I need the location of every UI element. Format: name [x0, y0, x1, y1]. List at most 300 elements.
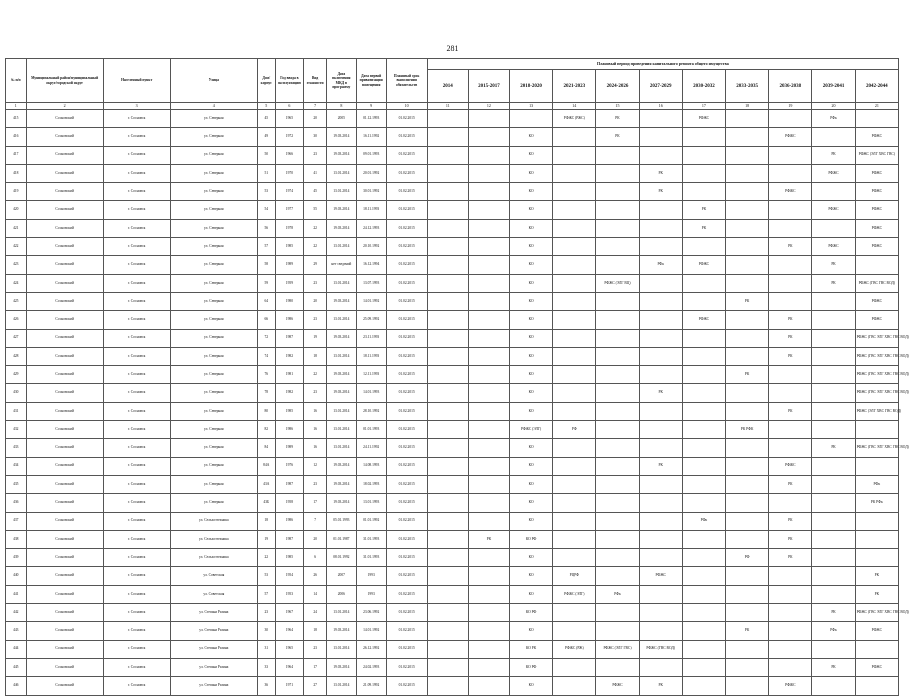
period-cell-2014	[427, 677, 468, 695]
header-date-first-privatization: Дата первой приватизации помещения	[356, 59, 386, 103]
period-cell-2027-2029	[639, 311, 682, 329]
settlement-cell: г. Сосновск	[103, 494, 170, 512]
period-cell-2033-2035	[726, 256, 769, 274]
table-row	[6, 347, 899, 365]
district-cell: Сосновский	[26, 256, 103, 274]
period-cell-2030-2032	[682, 658, 725, 676]
period-cell-2033-2035	[726, 658, 769, 676]
period-cell-2033-2035	[726, 238, 769, 256]
row-number: 435	[6, 475, 27, 493]
date-privatization-cell: 18.11.1993	[356, 201, 386, 219]
planned-term-cell: 01.02.2015	[386, 604, 427, 622]
header-no: № п/п	[6, 59, 27, 103]
period-cell-2021-2023: РФ	[553, 421, 596, 439]
period-cell-2042-2044	[855, 457, 898, 475]
planned-term-cell: 01.02.2015	[386, 457, 427, 475]
period-cell-2018-2020: КО	[510, 183, 553, 201]
floors-cell: 22	[304, 238, 327, 256]
period-cell-2033-2035	[726, 146, 769, 164]
period-cell-2033-2035	[726, 402, 769, 420]
date-included-cell: 13.01.2014	[326, 640, 356, 658]
settlement-cell: г. Сосновск	[103, 238, 170, 256]
table-row	[6, 530, 899, 548]
district-cell: Сосновский	[26, 475, 103, 493]
period-cell-2042-2044: РФЖС (ГВС ЭЛГ ХВС ГВС ВОД)	[855, 347, 898, 365]
period-cell-2036-2038	[769, 494, 812, 512]
period-cell-2018-2020: КО	[510, 292, 553, 310]
period-cell-2018-2020: КО	[510, 128, 553, 146]
planned-term-cell: 01.02.2015	[386, 329, 427, 347]
row-number: 430	[6, 384, 27, 402]
period-cell-2039-2041: РФЖС	[812, 238, 855, 256]
district-cell: Сосновский	[26, 311, 103, 329]
period-cell-2014	[427, 238, 468, 256]
year-built-cell: 1986	[275, 311, 304, 329]
period-cell-2030-2032: РФк	[682, 512, 725, 530]
period-cell-2024-2026: РК	[596, 128, 639, 146]
period-cell-2042-2044	[855, 640, 898, 658]
period-cell-2015-2017	[468, 512, 509, 530]
house-cell: 58	[258, 256, 275, 274]
period-cell-2021-2023: РФЖС (РЖ)	[553, 640, 596, 658]
row-number: 417	[6, 146, 27, 164]
street-cell: ул. Северная	[170, 256, 257, 274]
period-cell-2036-2038	[769, 146, 812, 164]
district-cell: Сосновский	[26, 439, 103, 457]
period-cell-2024-2026	[596, 512, 639, 530]
period-cell-2033-2035	[726, 128, 769, 146]
date-included-cell: 13.01.2014	[326, 183, 356, 201]
period-cell-2030-2032: РК	[682, 201, 725, 219]
period-cell-2015-2017	[468, 475, 509, 493]
period-cell-2030-2032	[682, 238, 725, 256]
period-cell-2036-2038: РК	[769, 549, 812, 567]
period-cell-2021-2023	[553, 292, 596, 310]
period-cell-2030-2032	[682, 164, 725, 182]
period-cell-2039-2041	[812, 530, 855, 548]
row-number: 437	[6, 512, 27, 530]
period-cell-2036-2038: РК	[769, 329, 812, 347]
period-cell-2039-2041: РК	[812, 274, 855, 292]
floors-cell: 19	[304, 329, 327, 347]
period-cell-2033-2035	[726, 347, 769, 365]
table-row	[6, 110, 899, 128]
floors-cell: 12	[304, 457, 327, 475]
settlement-cell: г. Сосновск	[103, 530, 170, 548]
period-cell-2039-2041: РК	[812, 658, 855, 676]
year-built-cell: 1971	[275, 677, 304, 695]
date-privatization-cell: 24.02.1993	[356, 658, 386, 676]
settlement-cell: г. Сосновск	[103, 475, 170, 493]
period-cell-2021-2023	[553, 238, 596, 256]
district-cell: Сосновский	[26, 384, 103, 402]
period-cell-2015-2017	[468, 347, 509, 365]
date-included-cell: 13.01.2014	[326, 677, 356, 695]
period-cell-2018-2020: КО	[510, 311, 553, 329]
street-cell: ул. Северная	[170, 128, 257, 146]
period-cell-2027-2029	[639, 128, 682, 146]
district-cell: Сосновский	[26, 640, 103, 658]
district-cell: Сосновский	[26, 604, 103, 622]
column-number: 21	[855, 103, 898, 110]
column-number: 15	[596, 103, 639, 110]
period-cell-2027-2029	[639, 622, 682, 640]
planned-term-cell: 01.02.2015	[386, 311, 427, 329]
street-cell: ул. Северная	[170, 384, 257, 402]
district-cell: Сосновский	[26, 366, 103, 384]
floors-cell: 23	[304, 384, 327, 402]
street-cell: ул. Степана Разина	[170, 677, 257, 695]
period-cell-2039-2041	[812, 128, 855, 146]
period-cell-2024-2026: РФЖС (ЭЛГ ГВС)	[596, 640, 639, 658]
house-cell: 30	[258, 622, 275, 640]
period-cell-2027-2029: РК	[639, 183, 682, 201]
period-cell-2027-2029	[639, 604, 682, 622]
period-cell-2027-2029	[639, 475, 682, 493]
date-included-cell: 19.03.2014	[326, 457, 356, 475]
date-included-cell: 08.01.1992	[326, 549, 356, 567]
period-cell-2036-2038	[769, 604, 812, 622]
planned-term-cell: 01.02.2015	[386, 164, 427, 182]
floors-cell: 23	[304, 146, 327, 164]
settlement-cell: г. Сосновск	[103, 128, 170, 146]
year-built-cell: 1987	[275, 530, 304, 548]
period-cell-2024-2026	[596, 146, 639, 164]
period-cell-2014	[427, 549, 468, 567]
period-cell-2042-2044: РФЖС	[855, 292, 898, 310]
planned-term-cell: 01.02.2015	[386, 640, 427, 658]
period-cell-2042-2044: РФЖС (ГВС ЭЛГ ХВС ГВС ВОД)	[855, 604, 898, 622]
period-cell-2033-2035	[726, 475, 769, 493]
period-cell-2033-2035	[726, 311, 769, 329]
row-number: 446	[6, 677, 27, 695]
planned-term-cell: 01.02.2015	[386, 256, 427, 274]
period-cell-2036-2038	[769, 201, 812, 219]
date-included-cell: 19.03.2014	[326, 146, 356, 164]
settlement-cell: г. Сосновск	[103, 421, 170, 439]
period-cell-2027-2029: РФк	[639, 256, 682, 274]
period-cell-2042-2044: РФЖС	[855, 164, 898, 182]
period-cell-2027-2029: РК	[639, 384, 682, 402]
street-cell: ул. Северная	[170, 439, 257, 457]
period-cell-2039-2041	[812, 585, 855, 603]
date-privatization-cell: 23.06.1992	[356, 604, 386, 622]
period-cell-2015-2017	[468, 585, 509, 603]
period-cell-2021-2023: РФЖС (ЭЛГ)	[553, 585, 596, 603]
settlement-cell: г. Сосновск	[103, 384, 170, 402]
period-cell-2042-2044	[855, 110, 898, 128]
period-cell-2018-2020: КО РФ	[510, 658, 553, 676]
street-cell: ул. Северная	[170, 311, 257, 329]
period-cell-2036-2038	[769, 622, 812, 640]
period-cell-2024-2026	[596, 402, 639, 420]
period-cell-2036-2038: РК	[769, 402, 812, 420]
table-row	[6, 256, 899, 274]
period-cell-2030-2032	[682, 677, 725, 695]
period-cell-2024-2026	[596, 457, 639, 475]
row-number: 416	[6, 128, 27, 146]
date-included-cell: 13.01.2014	[326, 421, 356, 439]
planned-term-cell: 01.02.2015	[386, 567, 427, 585]
period-cell-2042-2044: РФЖС (ГВС ЭЛГ ХВС ГВС ВОД)	[855, 439, 898, 457]
period-cell-2036-2038: РФЖС	[769, 457, 812, 475]
period-cell-2027-2029	[639, 402, 682, 420]
period-cell-2039-2041: РФЖС	[812, 201, 855, 219]
column-number: 4	[170, 103, 257, 110]
date-privatization-cell: 16.11.1992	[356, 128, 386, 146]
period-cell-2015-2017	[468, 384, 509, 402]
planned-term-cell: 01.02.2015	[386, 183, 427, 201]
period-cell-2033-2035	[726, 164, 769, 182]
period-cell-2036-2038	[769, 219, 812, 237]
date-privatization-cell: 09.01.1993	[356, 146, 386, 164]
table-row	[6, 274, 899, 292]
period-cell-2024-2026	[596, 549, 639, 567]
street-cell: ул. Северная	[170, 494, 257, 512]
period-cell-2030-2032	[682, 640, 725, 658]
period-cell-2036-2038: РК	[769, 311, 812, 329]
period-cell-2042-2044: РФЖС (ГВС ЭЛГ ХВС ГВС ВОД)	[855, 366, 898, 384]
row-number: 425	[6, 292, 27, 310]
planned-term-cell: 01.02.2015	[386, 201, 427, 219]
header-district: Муниципальный район/муниципальный округ/городской округ	[26, 59, 103, 103]
date-privatization-cell: 25.09.1992	[356, 311, 386, 329]
header-year-2036-2038: 2036-2038	[769, 70, 812, 103]
table-row	[6, 183, 899, 201]
street-cell: ул. Северная	[170, 292, 257, 310]
period-cell-2027-2029: РФЖС (ГВС ВОД)	[639, 640, 682, 658]
period-cell-2014	[427, 658, 468, 676]
period-cell-2036-2038	[769, 292, 812, 310]
period-cell-2033-2035	[726, 329, 769, 347]
period-cell-2042-2044: РК	[855, 585, 898, 603]
period-cell-2015-2017	[468, 110, 509, 128]
row-number: 421	[6, 219, 27, 237]
period-cell-2018-2020: КО	[510, 585, 553, 603]
period-cell-2024-2026: РФЖС (ЭЛГ ВЦ)	[596, 274, 639, 292]
period-cell-2030-2032	[682, 439, 725, 457]
period-cell-2024-2026	[596, 604, 639, 622]
column-number: 3	[103, 103, 170, 110]
year-built-cell: 1964	[275, 658, 304, 676]
period-cell-2027-2029	[639, 219, 682, 237]
period-cell-2039-2041	[812, 292, 855, 310]
period-cell-2042-2044: РФЖС	[855, 219, 898, 237]
floors-cell: 24	[304, 604, 327, 622]
period-cell-2014	[427, 622, 468, 640]
period-cell-2024-2026	[596, 494, 639, 512]
period-cell-2018-2020: КО	[510, 347, 553, 365]
house-cell: 45	[258, 110, 275, 128]
period-cell-2015-2017	[468, 366, 509, 384]
period-cell-2033-2035: РК РФК	[726, 421, 769, 439]
period-cell-2030-2032	[682, 421, 725, 439]
period-cell-2042-2044: РФЖС (ЭЛГ ХВС ГВС ВОД)	[855, 402, 898, 420]
period-cell-2030-2032	[682, 128, 725, 146]
street-cell: ул. Сельхозтехника	[170, 530, 257, 548]
settlement-cell: г. Сосновск	[103, 622, 170, 640]
floors-cell: 30	[304, 128, 327, 146]
settlement-cell: г. Сосновск	[103, 512, 170, 530]
row-number: 433	[6, 439, 27, 457]
header-year-2033-2035: 2033-2035	[726, 70, 769, 103]
year-built-cell: 1985	[275, 549, 304, 567]
period-cell-2030-2032	[682, 274, 725, 292]
street-cell: ул. Степана Разина	[170, 604, 257, 622]
period-cell-2033-2035	[726, 183, 769, 201]
period-cell-2036-2038: РК	[769, 347, 812, 365]
period-cell-2027-2029: РК	[639, 164, 682, 182]
column-number: 7	[304, 103, 327, 110]
house-cell: 18	[258, 512, 275, 530]
period-cell-2027-2029	[639, 658, 682, 676]
period-cell-2042-2044: РФЖС	[855, 311, 898, 329]
floors-cell: 20	[304, 110, 327, 128]
period-cell-2030-2032	[682, 347, 725, 365]
period-cell-2030-2032	[682, 384, 725, 402]
district-cell: Сосновский	[26, 567, 103, 585]
table-row	[6, 146, 899, 164]
period-cell-2033-2035	[726, 530, 769, 548]
planned-term-cell: 01.02.2015	[386, 439, 427, 457]
planned-term-cell: 01.02.2015	[386, 384, 427, 402]
period-cell-2036-2038: РФЖС	[769, 677, 812, 695]
period-cell-2024-2026	[596, 622, 639, 640]
floors-cell: 23	[304, 274, 327, 292]
table-row	[6, 384, 899, 402]
date-privatization-cell: 24.11.1992	[356, 439, 386, 457]
settlement-cell: г. Сосновск	[103, 219, 170, 237]
period-cell-2018-2020	[510, 110, 553, 128]
planned-term-cell: 01.02.2015	[386, 585, 427, 603]
period-cell-2039-2041	[812, 567, 855, 585]
period-cell-2030-2032: РФЖС	[682, 256, 725, 274]
header-year-2030-2032: 2030-2032	[682, 70, 725, 103]
house-cell: 57	[258, 238, 275, 256]
period-cell-2021-2023	[553, 549, 596, 567]
column-number: 14	[553, 103, 596, 110]
date-privatization-cell: 31.01.1993	[356, 549, 386, 567]
period-cell-2027-2029	[639, 238, 682, 256]
year-built-cell: 1964	[275, 622, 304, 640]
planned-term-cell: 01.02.2015	[386, 366, 427, 384]
district-cell: Сосновский	[26, 201, 103, 219]
floors-cell: 18	[304, 347, 327, 365]
period-cell-2036-2038	[769, 274, 812, 292]
header-year-built: Год ввода в эксплуатацию	[275, 59, 304, 103]
settlement-cell: г. Сосновск	[103, 549, 170, 567]
floors-cell: 16	[304, 439, 327, 457]
period-cell-2021-2023	[553, 604, 596, 622]
planned-term-cell: 01.02.2015	[386, 219, 427, 237]
year-built-cell: 1982	[275, 384, 304, 402]
period-cell-2030-2032	[682, 622, 725, 640]
table-row	[6, 640, 899, 658]
year-built-cell: 1989	[275, 439, 304, 457]
period-cell-2015-2017: РК	[468, 530, 509, 548]
period-cell-2033-2035	[726, 494, 769, 512]
house-cell: 50	[258, 146, 275, 164]
period-cell-2015-2017	[468, 238, 509, 256]
period-cell-2021-2023	[553, 622, 596, 640]
period-cell-2021-2023	[553, 183, 596, 201]
street-cell: ул. Северная	[170, 347, 257, 365]
district-cell: Сосновский	[26, 457, 103, 475]
table-row	[6, 201, 899, 219]
settlement-cell: г. Сосновск	[103, 366, 170, 384]
period-cell-2015-2017	[468, 311, 509, 329]
period-cell-2036-2038	[769, 366, 812, 384]
period-cell-2030-2032	[682, 292, 725, 310]
year-built-cell: 1986	[275, 512, 304, 530]
period-cell-2039-2041	[812, 311, 855, 329]
period-cell-2036-2038: РК	[769, 238, 812, 256]
period-cell-2027-2029	[639, 329, 682, 347]
period-cell-2015-2017	[468, 421, 509, 439]
period-cell-2030-2032	[682, 402, 725, 420]
period-cell-2021-2023	[553, 530, 596, 548]
column-number: 6	[275, 103, 304, 110]
period-cell-2014	[427, 530, 468, 548]
period-cell-2014	[427, 494, 468, 512]
header-date-included: Дата включения МКД в программу	[326, 59, 356, 103]
row-number: 428	[6, 347, 27, 365]
period-cell-2018-2020: КО	[510, 475, 553, 493]
date-privatization-cell: 26.12.1992	[356, 640, 386, 658]
house-cell: 80	[258, 402, 275, 420]
date-privatization-cell: 1993	[356, 585, 386, 603]
street-cell: ул. Северная	[170, 274, 257, 292]
header-year-2027-2029: 2027-2029	[639, 70, 682, 103]
district-cell: Сосновский	[26, 292, 103, 310]
period-cell-2024-2026	[596, 530, 639, 548]
period-cell-2030-2032	[682, 146, 725, 164]
date-included-cell: 13.01.2014	[326, 311, 356, 329]
street-cell: ул. Степана Разина	[170, 622, 257, 640]
row-number: 429	[6, 366, 27, 384]
period-cell-2015-2017	[468, 439, 509, 457]
settlement-cell: г. Сосновск	[103, 274, 170, 292]
period-cell-2021-2023	[553, 677, 596, 695]
house-cell: 54	[258, 201, 275, 219]
year-built-cell: 1976	[275, 457, 304, 475]
period-cell-2018-2020: КО РК	[510, 640, 553, 658]
date-included-cell: 2007	[326, 567, 356, 585]
row-number: 415	[6, 110, 27, 128]
date-privatization-cell: 16.12.1994	[356, 256, 386, 274]
period-cell-2018-2020: КО	[510, 256, 553, 274]
period-cell-2033-2035	[726, 384, 769, 402]
period-cell-2039-2041: РФЖС	[812, 164, 855, 182]
table-row	[6, 292, 899, 310]
period-cell-2027-2029	[639, 347, 682, 365]
period-cell-2036-2038	[769, 439, 812, 457]
settlement-cell: г. Сосновск	[103, 567, 170, 585]
date-included-cell: 19.03.2014	[326, 201, 356, 219]
period-cell-2042-2044	[855, 256, 898, 274]
period-cell-2018-2020: КО	[510, 384, 553, 402]
header-house: Дом/корпус	[258, 59, 275, 103]
period-cell-2014	[427, 347, 468, 365]
date-included-cell: 13.01.2014	[326, 164, 356, 182]
period-cell-2014	[427, 183, 468, 201]
date-included-cell: 13.01.2014	[326, 402, 356, 420]
table-row	[6, 128, 899, 146]
date-privatization-cell: 12.11.1993	[356, 366, 386, 384]
period-cell-2042-2044: РК	[855, 567, 898, 585]
period-cell-2030-2032	[682, 366, 725, 384]
period-cell-2024-2026	[596, 256, 639, 274]
